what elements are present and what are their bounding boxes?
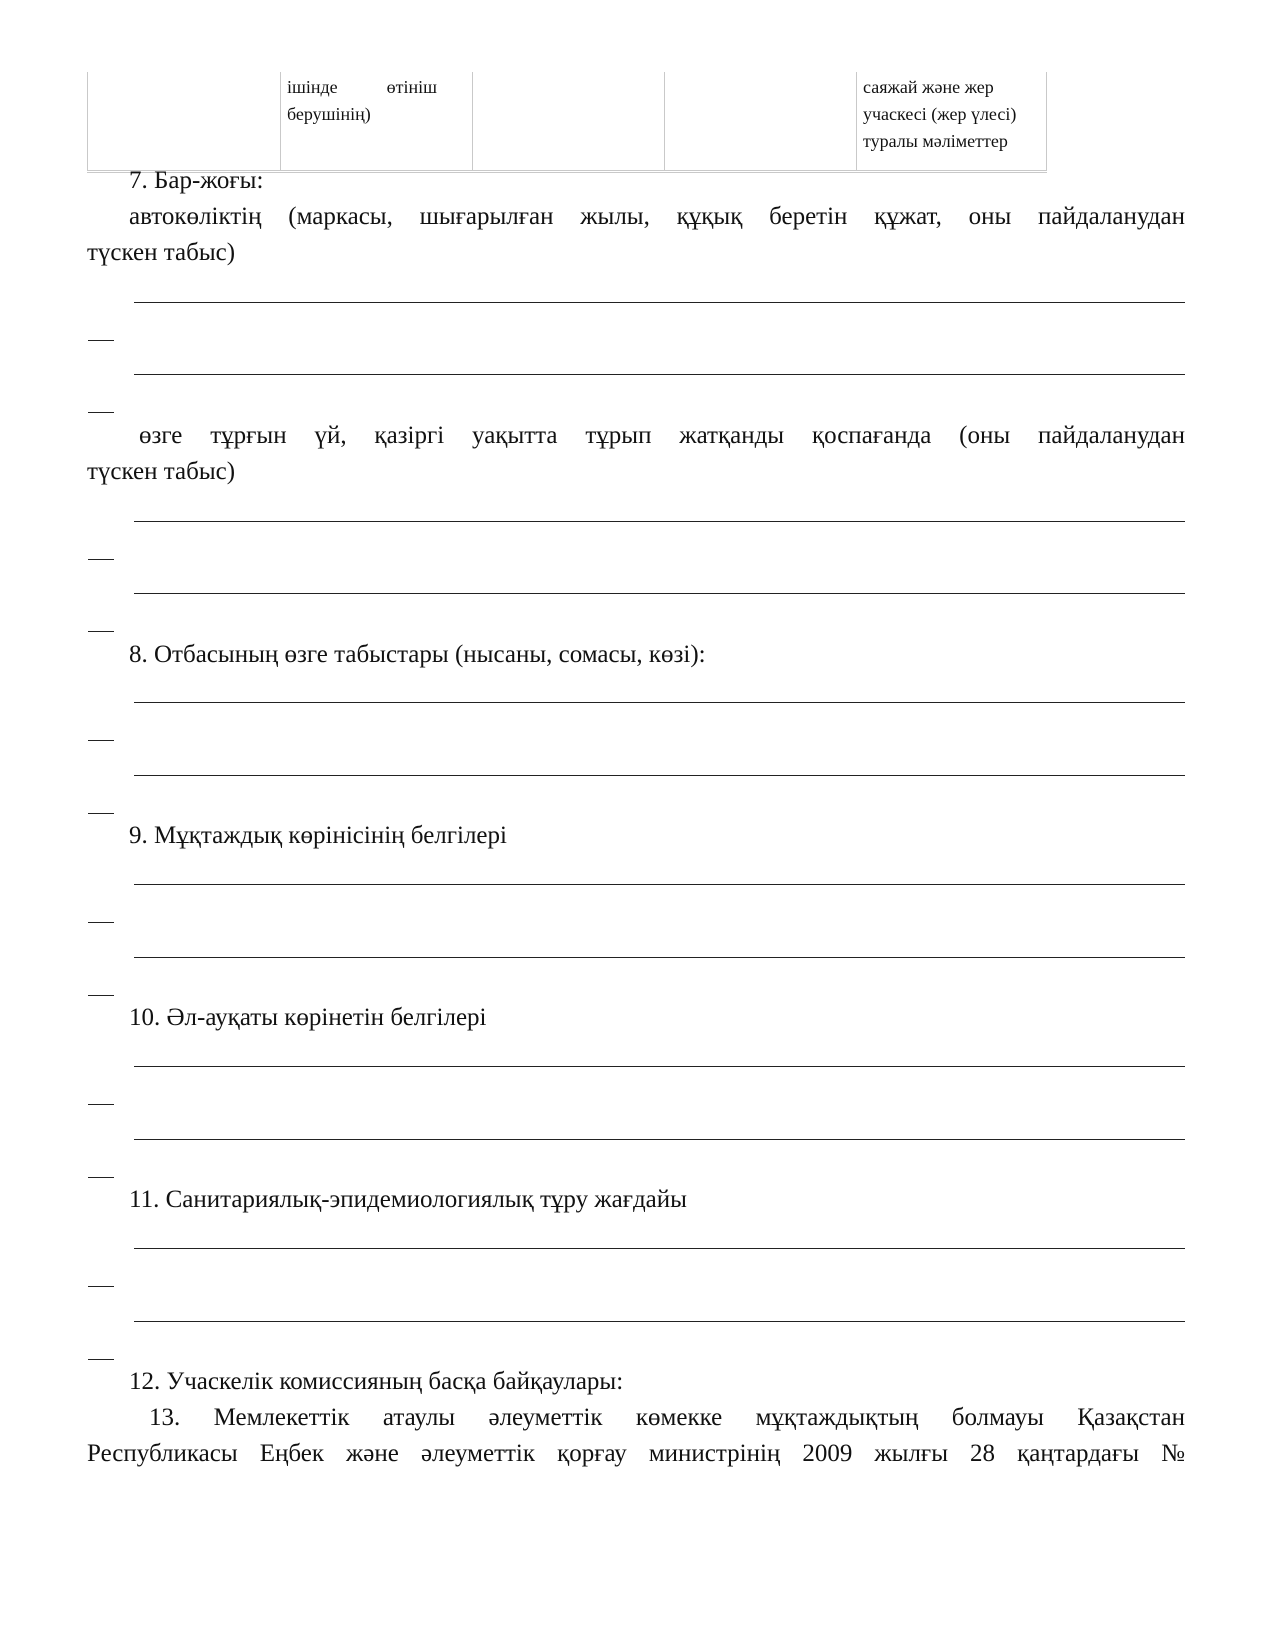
table-cell-text: ішінде xyxy=(287,77,338,97)
section-13-text xyxy=(87,1400,1185,1472)
line-dash xyxy=(88,340,114,341)
fill-in-line[interactable] xyxy=(134,884,1185,885)
fill-in-line[interactable] xyxy=(134,302,1185,303)
paragraph-line: өзге тұрғын үй, қазіргі уақытта тұрып жатқанды қоспағанда (оны пайдаланудан xyxy=(139,422,1185,449)
fill-in-line[interactable] xyxy=(134,702,1185,703)
section-11-heading: 11. Санитариялық-эпидемиологиялық тұру жағдайы xyxy=(129,1186,687,1213)
section-12-heading: 12. Учаскелік комиссияның басқа байқаулары: xyxy=(129,1368,624,1395)
fill-in-line[interactable] xyxy=(134,593,1185,594)
section-7-heading: 7. Бар-жоғы: xyxy=(129,167,264,194)
fill-in-line[interactable] xyxy=(134,521,1185,522)
line-dash xyxy=(88,740,114,741)
paragraph-line: түскен табыс) xyxy=(87,239,236,266)
table-fragment xyxy=(87,72,1047,173)
line-dash xyxy=(88,922,114,923)
line-dash xyxy=(88,813,114,814)
paragraph-line: автокөліктің (маркасы, шығарылған жылы, құқық беретін құжат, оны пайдаланудан xyxy=(129,203,1185,230)
fill-in-line[interactable] xyxy=(134,1066,1185,1067)
line-dash xyxy=(88,631,114,632)
table-cell-text: саяжай және жер xyxy=(863,77,994,97)
section-7-vehicle-text xyxy=(87,199,1185,271)
table-cell-text: берушінің) xyxy=(287,104,371,124)
table-cell-text: учаскесі (жер үлесі) xyxy=(863,104,1017,124)
section-10-heading: 10. Әл-ауқаты көрінетін белгілері xyxy=(129,1004,487,1031)
table-cell xyxy=(87,72,280,170)
line-dash xyxy=(88,995,114,996)
table-cell xyxy=(664,72,856,170)
table-cell xyxy=(280,72,472,170)
section-7-housing-text xyxy=(87,418,1185,490)
table-cell xyxy=(856,72,1047,170)
fill-in-line[interactable] xyxy=(134,957,1185,958)
fill-in-line[interactable] xyxy=(134,1321,1185,1322)
fill-in-line[interactable] xyxy=(134,374,1185,375)
fill-in-line[interactable] xyxy=(134,775,1185,776)
line-dash xyxy=(88,1177,114,1178)
line-dash xyxy=(88,1359,114,1360)
section-8-heading: 8. Отбасының өзге табыстары (нысаны, сомасы, көзі): xyxy=(129,641,706,668)
section-9-heading: 9. Мұқтаждық көрінісінің белгілері xyxy=(129,822,507,849)
line-dash xyxy=(88,1104,114,1105)
fill-in-line[interactable] xyxy=(134,1248,1185,1249)
fill-in-line[interactable] xyxy=(134,1139,1185,1140)
table-cell-line xyxy=(287,74,437,101)
paragraph-line: түскен табыс) xyxy=(87,458,236,485)
line-dash xyxy=(88,559,114,560)
paragraph-line: 13. Мемлекеттік атаулы әлеуметтік көмекке мұқтаждықтың болмауы Қазақстан xyxy=(149,1404,1185,1431)
table-cell-text: туралы мәліметтер xyxy=(863,131,1008,151)
table-cell xyxy=(472,72,664,170)
line-dash xyxy=(88,412,114,413)
table-cell-text: өтініш xyxy=(386,77,437,97)
paragraph-line: Республикасы Еңбек және әлеуметтік қорғау министрінің 2009 жылғы 28 қаңтардағы № xyxy=(87,1440,1185,1467)
line-dash xyxy=(88,1286,114,1287)
